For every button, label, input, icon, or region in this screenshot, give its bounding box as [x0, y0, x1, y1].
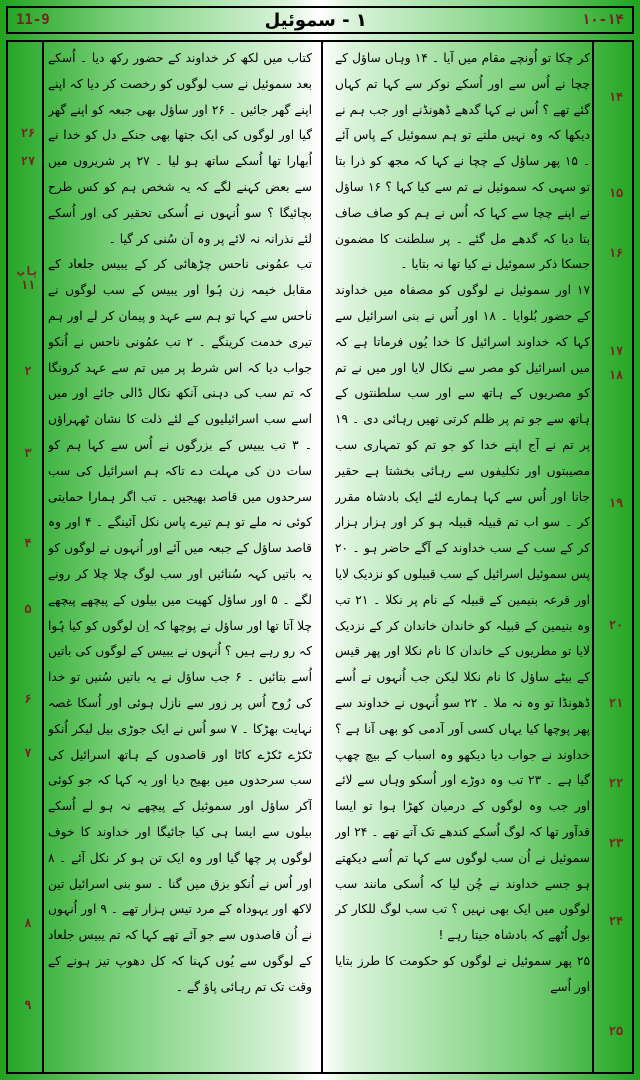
verse-number: ۹: [24, 998, 32, 1012]
verse-number: ۳: [24, 446, 32, 460]
page-header: [6, 6, 634, 34]
center-column-divider: [321, 42, 323, 1072]
verse-number: ۱۹: [608, 496, 624, 510]
verse-number: ۲: [24, 364, 32, 378]
verse-number: ۲۱: [608, 696, 624, 710]
book-title: ۱ - سموئیل: [264, 9, 367, 31]
paragraph: کتاب میں لکھ کر خداوند کے حضور رکھ دیا ۔ اُسکے بعد سموئیل نے سب لوگوں کو رخصت کر دیا کہ اپنے اپنے گھر جائیں ۔ ۲۶ اور ساؤل بھی جبعہ کو اپنے گھر گیا اور لوگوں کی ایک جتھا بھی جنکے دل کو خدا نے اُبھارا تھا اُسکے ساتھ ہو لیا ۔ ۲۷ پر شریروں میں سے بعض کہنے لگے کہ یہ شخص ہم کو کس طرح بچائیگا ؟ سو اُنہوں نے اُسکی تحقیر کی اور اُسکے لئے نذرانہ نہ لائے پر وہ اَن سُنی کر گیا ۔: [48, 51, 312, 246]
verse-number: ۱۷: [608, 344, 624, 358]
right-margin-divider: [592, 42, 594, 1072]
verse-number: ۶: [24, 692, 32, 706]
verse-number: ۷: [24, 746, 32, 760]
verse-number: ۱۸: [608, 368, 624, 382]
verse-number: ۲۲: [608, 776, 624, 790]
verse-number: ۲۷: [20, 154, 36, 168]
paragraph: ۲۵ پھر سموئیل نے لوگوں کو حکومت کا طرز بتایا اور اُسے: [335, 953, 590, 994]
verse-number: ۲۳: [608, 836, 624, 850]
paragraph: ۱۷ اور سموئیل نے لوگوں کو مصفاہ میں خداوند کے حضور بُلوایا ۔ ۱۸ اور اُس نے بنی اسرائیل سے کہا کہ خداوند اسرائیل کا خدا یُوں فرماتا ہے کہ میں اسرائیل کو مصر سے نکال لایا اور میں نے تم کو مصریوں کے ہاتھ سے اور سب سلطنتوں کے ہاتھ سے جو تم پر ظلم کرتی تھیں رہائی دی ۔ ۱۹ پر تم نے آج اپنے خدا کو جو تم کو تمہاری سب مصیبتوں اور تکلیفوں سے رہائی بخشتا ہے حقیر جانا اور اُس سے کہا ہمارے لئے ایک بادشاہ مقرر کر ۔ سو اب تم قبیلہ قبیلہ ہو کر اور ہزار ہزار کر کے سب کے سب خداوند کے آگے حاضر ہو ۔ ۲۰ پس سموئیل اسرائیل کے سب قبیلوں کو نزدیک لایا اور قرعہ بنیمین کے قبیلہ کے نام پر نکلا ۔ ۲۱ تب وہ بنیمین کے قبیلہ کو خاندان خاندان کر کے نزدیک لایا تو مطریوں کے خاندان کا نام نکلا اور پھر قیس کے بیٹے ساؤل کا نام نکلا لیکن جب اُنہوں نے اُسے ڈھونڈا تو وہ نہ ملا ۔ ۲۲ سو اُنہوں نے خداوند سے پھر پوچھا کیا یہاں کسی اَور آدمی کو بھی آنا ہے ؟ خداوند نے جواب دیا دیکھو وہ اسباب کے بیچ چھپ گیا ہے ۔ ۲۳ تب وہ دوڑے اور اُسکو وہاں سے لائے اور جب وہ لوگوں کے درمیان کھڑا ہوا تو ایسا قدآور تھا کہ لوگ اُسکے کندھے تک آتے تھے ۔ ۲۴ اور سموئیل نے اُن سب لوگوں سے کہا تم اُسے دیکھتے ہو جسے خداوند نے چُن لیا کہ اُسکی مانند سب لوگوں میں ایک بھی نہیں ؟ تب سب لوگ للکار کر بول اُٹھے کہ بادشاہ جیتا رہے !: [335, 283, 590, 943]
paragraph: کر چکا تو اُونچے مقام میں آیا ۔ ۱۴ وہاں ساؤل کے چچا نے اُس سے اور اُسکے نوکر سے کہا تم کہاں گئے تھے ؟ اُس نے کہا گدھے ڈھونڈنے اور جب ہم نے دیکھا کہ وہ نہیں ملتے تو ہم سموئیل کے پاس آئے ۔ ۱۵ پھر ساؤل کے چچا نے کہا کہ مجھ کو ذرا بتا تو سہی کہ سموئیل نے تم سے کیا کہا ؟ ۱۶ ساؤل نے اپنے چچا سے کہا کہ اُس نے ہم کو صاف صاف بتا دیا کہ گدھے مل گئے ۔ پر سلطنت کا مضمون جسکا ذکر سموئیل نے کیا تھا نہ بتایا ۔: [335, 51, 590, 272]
right-text-column: [335, 46, 590, 1068]
verse-number: ۴: [24, 536, 32, 550]
verse-number: ۲۰: [608, 618, 624, 632]
text-frame: [6, 40, 634, 1074]
right-page-reference: ۱۰-۱۴: [581, 12, 624, 28]
left-text-column: [48, 46, 312, 1068]
left-page-reference: 11-9: [16, 12, 50, 28]
chapter-marker: باب ۱۱: [17, 264, 39, 292]
verse-number: ۲۶: [20, 126, 36, 140]
verse-number: ۵: [24, 602, 32, 616]
verse-number: ۱۴: [608, 90, 624, 104]
verse-number: ۸: [24, 916, 32, 930]
verse-number: ۲۵: [608, 1024, 624, 1038]
verse-number: ۱۵: [608, 186, 624, 200]
verse-number: ۱۶: [608, 246, 624, 260]
verse-number: ۲۴: [608, 914, 624, 928]
paragraph: تب عمُونی ناحس چڑھائی کر کے یبیس جلعاد کے مقابل خیمہ زن ہُوا اور یبیس کے سب لوگوں نے ناحس سے کہا تو ہم سے عہد و پیمان کر لے اور ہم تیری خدمت کرینگے ۔ ۲ تب عمُونی ناحس نے اُنکو جواب دیا کہ اس شرط پر میں تم سے عہد کرونگا کہ تم سب کی دہنی آنکھ نکال ڈالی جائے اور میں اسے سب اسرائیلیوں کے لئے ذلت کا نشان ٹھہراؤں ۔ ۳ تب یبیس کے بزرگوں نے اُس سے کہا ہم کو سات دن کی مہلت دے تاکہ ہم اسرائیل کی سب سرحدوں میں قاصد بھیجیں ۔ تب اگر ہمارا حمایتی کوئی نہ ملے تو ہم تیرے پاس نکل آئینگے ۔ ۴ اور وہ قاصد ساؤل کے جبعہ میں آئے اور اُنہوں نے لوگوں کو یہ باتیں کہہ سُنائیں اور سب لوگ چلا چلا کر رونے لگے ۔ ۵ اور ساؤل کھیت میں بیلوں کے پیچھے پیچھے چلا آتا تھا اور ساؤل نے پوچھا کہ اِن لوگوں کو کیا ہُوا کہ رو رہے ہیں ؟ اُنہوں نے یبیس کے لوگوں کی باتیں اُسے بتائیں ۔ ۶ جب ساؤل نے یہ باتیں سُنیں تو خدا کی رُوح اُس پر زور سے نازل ہوئی اور اُسکا غصہ نہایت بھڑکا ۔ ۷ سو اُس نے ایک جوڑی بیل لیکر اُنکو ٹکڑے ٹکڑے کاٹا اور قاصدوں کے ہاتھ اسرائیل کی سب سرحدوں میں بھیج دیا اور یہ کہا کہ جو کوئی آکر ساؤل اور سموئیل کے پیچھے نہ ہو لے اُسکے بیلوں سے ایسا ہی کیا جائیگا اور خداوند کا خوف لوگوں پر چھا گیا اور وہ ایک تن ہو کر نکل آئے ۔ ۸ اور اُس نے اُنکو بزق میں گنا ۔ سو بنی اسرائیل تین لاکھ اور یہوداہ کے مرد تیس ہزار تھے ۔ ۹ اور اُنہوں نے اُن قاصدوں سے جو آئے تھے کہا کہ تم یبیس جلعاد کے لوگوں سے یُوں کہنا کہ کل دھوپ تیز ہونے کے وقت تک تم رہائی پاؤ گے ۔: [48, 257, 312, 994]
